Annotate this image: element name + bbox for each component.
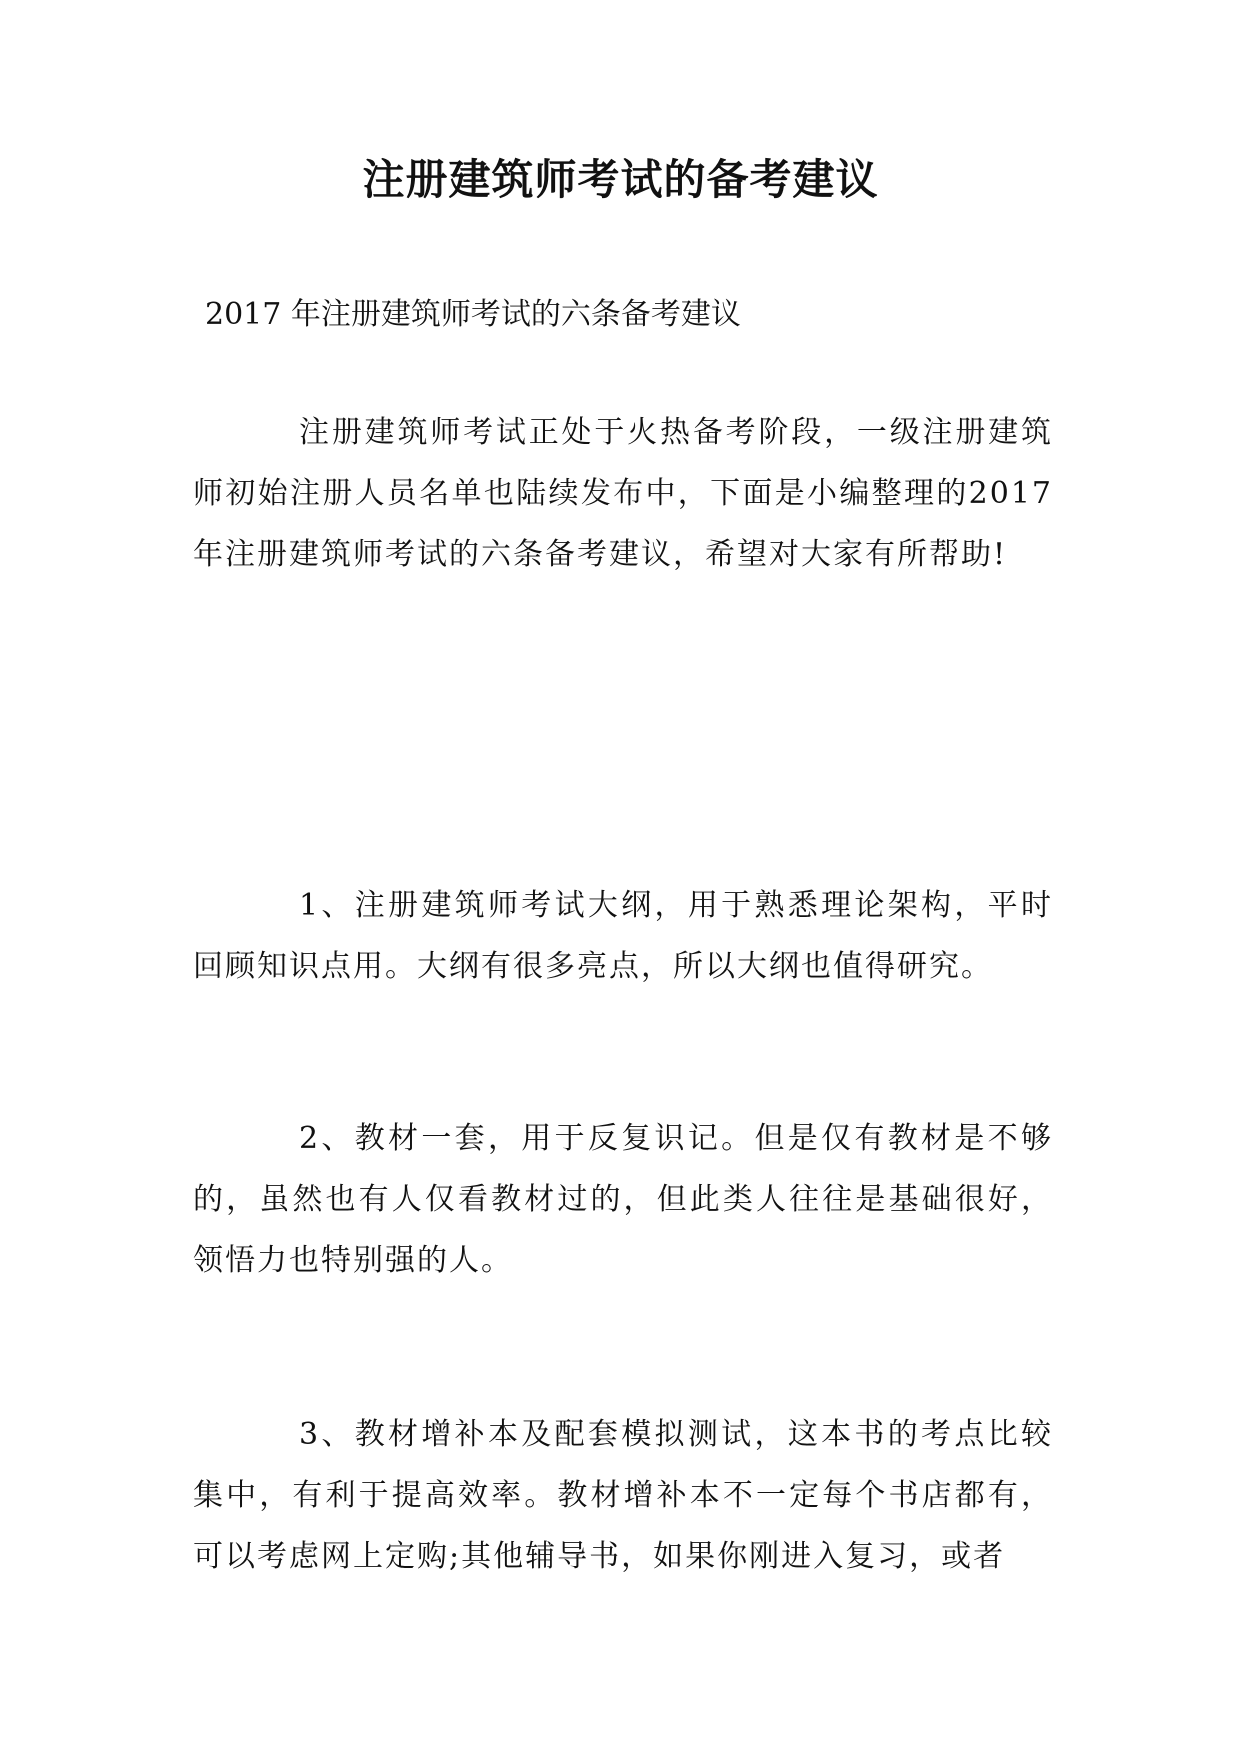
intro-paragraph: 注册建筑师考试正处于火热备考阶段，一级注册建筑师初始注册人员名单也陆续发布中，下面是小编整理的2017年注册建筑师考试的六条备考建议，希望对大家有所帮助! <box>193 415 1053 572</box>
document-title: 注册建筑师考试的备考建议 <box>362 155 879 204</box>
document-subtitle: 2017 年注册建筑师考试的六条备考建议 <box>205 297 741 332</box>
advice-item-1: 1、注册建筑师考试大纲，用于熟悉理论架构，平时回顾知识点用。大纲有很多亮点，所以大纲也值得研究。 <box>193 888 1053 984</box>
advice-item-2: 2、教材一套，用于反复识记。但是仅有教材是不够的，虽然也有人仅看教材过的，但此类人往往是基础很好，领悟力也特别强的人。 <box>193 1121 1053 1278</box>
advice-item-3: 3、教材增补本及配套模拟测试，这本书的考点比较集中，有利于提高效率。教材增补本不一定每个书店都有，可以考虑网上定购;其他辅导书，如果你刚进入复习，或者 <box>193 1417 1053 1574</box>
